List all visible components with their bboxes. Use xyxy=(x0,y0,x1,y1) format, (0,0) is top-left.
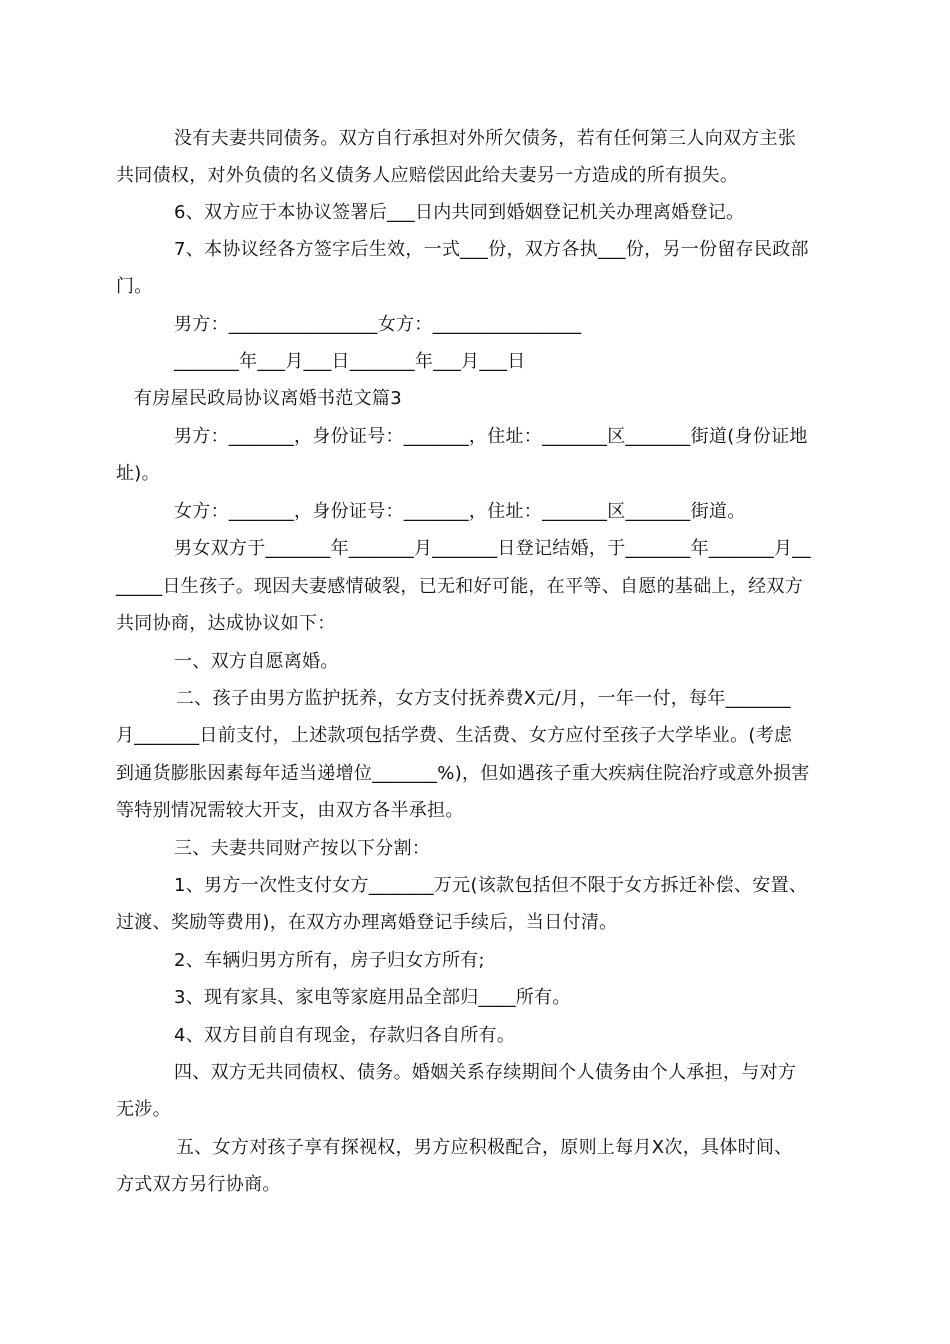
paragraph-line: 没有夫妻共同债务。双方自行承担对外所欠债务，若有任何第三人向双方主张 xyxy=(174,128,797,149)
paragraph-line: _____日生孩子。现因夫妻感情破裂，已无和好可能，在平等、自愿的基础上，经双方 xyxy=(116,576,803,597)
paragraph-line: 过渡、奖励等费用)，在双方办理离婚登记手续后，当日付清。 xyxy=(116,912,618,933)
paragraph-line: 二、孩子由男方监护抚养，女方支付抚养费X元/月，一年一付，每年_______ xyxy=(176,688,791,709)
paragraph-line: 男方：_______，身份证号：_______，住址：_______区_______街道(身份证地 xyxy=(174,426,808,447)
paragraph-line: 1、男方一次性支付女方_______万元(该款包括但不限于女方拆迁补偿、安置、 xyxy=(174,875,808,896)
paragraph-line: 7、本协议经各方签字后生效，一式___份，双方各执___份，另一份留存民政部 xyxy=(174,239,809,260)
date-line: _______年___月___日_______年___月___日 xyxy=(174,351,526,372)
paragraph-line: 2、车辆归男方所有，房子归女方所有; xyxy=(174,950,485,971)
paragraph-line: 址)。 xyxy=(116,463,160,484)
section-heading: 有房屋民政局协议离婚书范文篇3 xyxy=(134,388,402,409)
paragraph-line: 门。 xyxy=(116,276,153,297)
paragraph-line: 6、双方应于本协议签署后___日内共同到婚姻登记机关办理离婚登记。 xyxy=(174,202,745,223)
paragraph-line: 一、双方自愿离婚。 xyxy=(174,651,339,672)
paragraph-line: 无涉。 xyxy=(116,1099,171,1120)
paragraph-line: 共同协商，达成协议如下： xyxy=(116,613,336,634)
paragraph-line: 三、夫妻共同财产按以下分割： xyxy=(174,838,431,859)
paragraph-line: 四、双方无共同债权、债务。婚姻关系存续期间个人债务由个人承担，与对方 xyxy=(174,1062,797,1083)
paragraph-line: 等特别情况需较大开支，由双方各半承担。 xyxy=(116,800,464,821)
paragraph-line: 方式双方另行协商。 xyxy=(116,1174,281,1195)
paragraph-line: 4、双方目前自有现金，存款归各自所有。 xyxy=(174,1025,516,1046)
paragraph-line: 到通货膨胀因素每年适当递增位_______%)，但如遇孩子重大疾病住院治疗或意外损害 xyxy=(116,763,810,784)
paragraph-line: 五、女方对孩子享有探视权，男方应积极配合，原则上每月X次，具体时间、 xyxy=(176,1137,793,1158)
signature-line: 男方：________________女方：________________ xyxy=(174,314,582,335)
paragraph-line: 女方：_______，身份证号：_______，住址：_______区_______街道。 xyxy=(174,501,746,522)
paragraph-line: 月_______日前支付，上述款项包括学费、生活费、女方应付至孩子大学毕业。(考虑 xyxy=(116,725,793,746)
paragraph-line: 3、现有家具、家电等家庭用品全部归____所有。 xyxy=(174,987,571,1008)
paragraph-line: 男女双方于_______年_______月_______日登记结婚，于_______年_______月__ xyxy=(174,538,811,559)
paragraph-line: 共同债权，对外负债的名义债务人应赔偿因此给夫妻另一方造成的所有损失。 xyxy=(116,165,739,186)
